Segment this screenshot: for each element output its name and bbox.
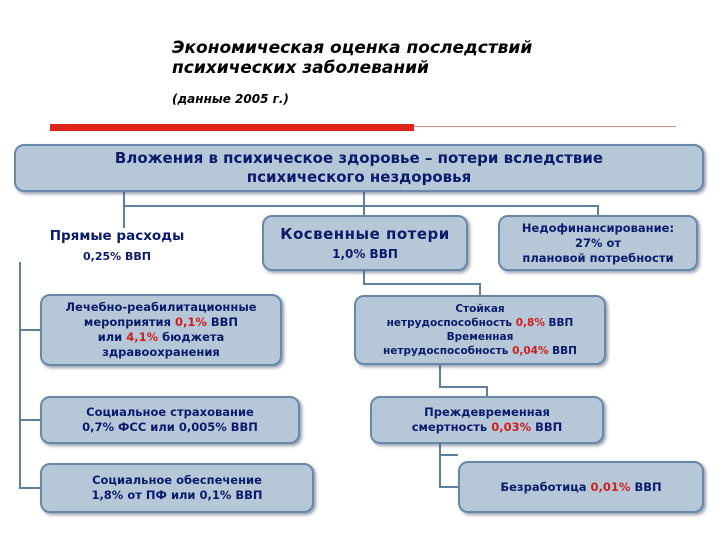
temporary-disability-value: 0,04% [512, 345, 549, 357]
social-insurance-box [40, 396, 300, 444]
premature-line-2-unit: ВВП [531, 420, 563, 434]
unemployment-line [500, 480, 661, 494]
social-security-box [40, 463, 314, 513]
unemployment-text: Безработица [500, 480, 591, 494]
unemployment-unit: ВВП [630, 480, 662, 494]
indirect-losses-value: 1,0% ВВП [332, 247, 398, 261]
social-insurance-line-1: Социальное страхование [86, 405, 254, 419]
page-subtitle: (данные 2005 г.) [172, 92, 289, 106]
premature-line-1: Преждевременная [424, 405, 550, 419]
medical-line-3-pre: или [97, 330, 127, 344]
medical-line-2-unit: ВВП [206, 315, 239, 329]
connector-unemployment-b [440, 455, 458, 487]
top-box-line-1: Вложения в психическое здоровье – потери вследствие [114, 149, 604, 167]
medical-budget-value: 4,1% [126, 330, 159, 344]
disability-box [354, 295, 606, 365]
direct-costs-label: Прямые расходы [49, 228, 185, 244]
investment-losses-box [14, 144, 704, 192]
connector-unemployment-a [440, 444, 458, 455]
underfunding-box [498, 215, 698, 271]
connector-top-branches [124, 192, 598, 215]
disability-line-1: Стойкая [455, 303, 505, 315]
premature-value: 0,03% [491, 420, 532, 434]
underfunding-line-1: Недофинансирование: [521, 220, 675, 235]
disability-line-4-unit: ВВП [548, 345, 577, 357]
medical-line-2-text: мероприятия [83, 315, 175, 329]
title-line-2: психических заболеваний [172, 58, 429, 78]
connector-disability-premature [440, 365, 487, 396]
medical-measures-box [40, 294, 282, 366]
unemployment-value: 0,01% [590, 480, 631, 494]
permanent-disability-value: 0,8% [515, 317, 545, 329]
medical-gdp-value: 0,1% [174, 315, 207, 329]
medical-line-3 [98, 330, 225, 345]
direct-costs-node [24, 228, 210, 263]
premature-line-2 [412, 420, 563, 435]
connector-indirect-disability [364, 271, 480, 295]
disability-line-2 [387, 316, 574, 330]
social-insurance-line-2: 0,7% ФСС или 0,005% ВВП [82, 420, 258, 434]
direct-costs-value: 0,25% ВВП [83, 250, 151, 263]
unemployment-box [458, 461, 704, 513]
indirect-losses-label: Косвенные потери [280, 225, 450, 243]
social-security-line-1: Социальное обеспечение [92, 473, 262, 487]
premature-mortality-box [370, 396, 604, 444]
indirect-losses-box [262, 215, 468, 271]
disability-line-2-unit: ВВП [544, 317, 574, 329]
disability-line-4-text: нетрудоспособность [383, 345, 513, 357]
medical-line-4: здравоохранения [102, 345, 220, 359]
title-line-1: Экономическая оценка последствий [172, 38, 533, 58]
medical-line-3-post: бюджета [158, 330, 225, 344]
premature-line-2-text: смертность [411, 420, 492, 434]
connector-direct-trunk [20, 262, 40, 488]
medical-line-2 [84, 315, 238, 330]
disability-line-2-text: нетрудоспособность [386, 317, 516, 329]
underfunding-line-3: плановой потребности [522, 250, 674, 265]
disability-line-4 [383, 344, 577, 358]
medical-line-1: Лечебно-реабилитационные [65, 300, 257, 314]
top-box-line-2: психического нездоровья [246, 168, 472, 186]
disability-line-3: Временная [446, 331, 514, 343]
social-security-line-2: 1,8% от ПФ или 0,1% ВВП [91, 488, 263, 502]
underfunding-line-2: 27% от [574, 235, 622, 250]
